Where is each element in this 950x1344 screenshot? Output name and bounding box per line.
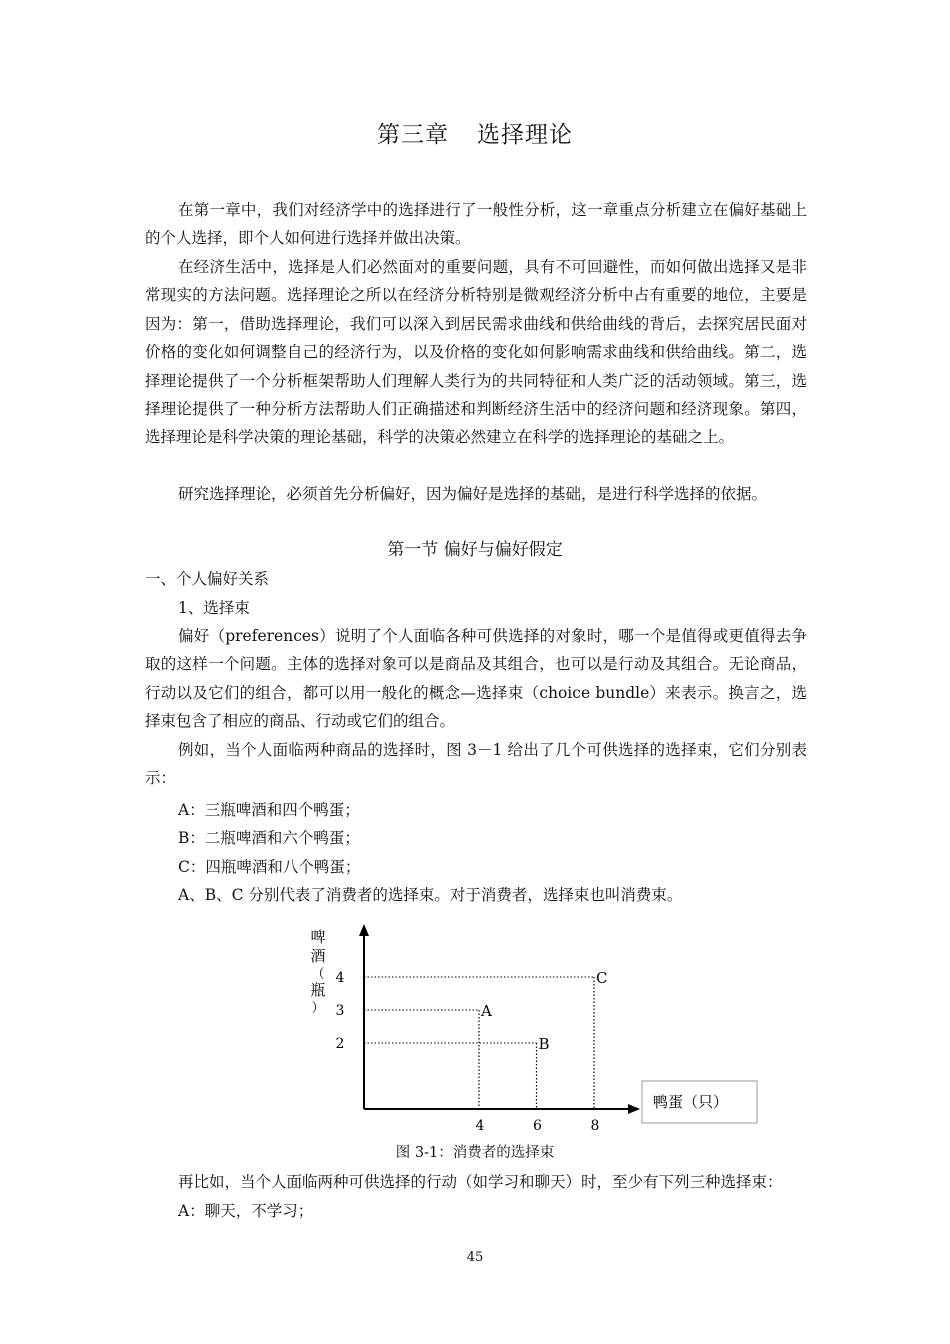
- preferences-paragraph: 偏好（preferences）说明了个人面临各种可供选择的对象时，哪一个是值得或更值得去争取的这样一个问题。主体的选择对象可以是商品及其组合，也可以是行动及其组合。无论商品，行动以及它们的组合，都可以用一般化的概念—选择束（choice bundle）来表示。换言之，选择束包含了相应的商品、行动或它们的组合。: [145, 627, 807, 731]
- bundle-a: A：三瓶啤酒和四个鸭蛋；: [178, 801, 360, 819]
- intro-paragraph-1: 在第一章中，我们对经济学中的选择进行了一般性分析，这一章重点分析建立在偏好基础上的个人选择，即个人如何进行选择并做出决策。: [145, 201, 807, 248]
- y-axis-label: [310, 928, 325, 1016]
- example-paragraph: 例如，当个人面临两种商品的选择时，图 3－1 给出了几个可供选择的选择束，它们分别表示：: [145, 741, 807, 788]
- point-label-a: A: [481, 1002, 492, 1020]
- y-tick-label: 4: [335, 970, 345, 986]
- point-label-c: C: [596, 969, 608, 987]
- x-tick-label: 4: [475, 1118, 485, 1134]
- y-axis-label-char: ）: [311, 1001, 325, 1016]
- chapter-title: [0, 116, 950, 149]
- bundle-c: C：四瓶啤酒和八个鸭蛋；: [178, 858, 361, 876]
- intro-paragraph-2: 在经济生活中，选择是人们必然面对的重要问题，具有不可回避性，而如何做出选择又是非常现实的方法问题。选择理论之所以在经济分析特别是微观经济分析中占有重要的地位，主要是因为：第一，借助选择理论，我们可以深入到居民需求曲线和供给曲线的背后，去探究居民面对价格的变化如何调整自己的经济行为，以及价格的变化如何影响需求曲线和供给曲线。第二，选择理论提供了一个分析框架帮助人们理解人类行为的共同特征和人类广泛的活动领域。第三，选择理论提供了一种分析方法帮助人们正确描述和判断经济生活中的经济问题和经济现象。第四，选择理论是科学决策的理论基础，科学的决策必然建立在科学的选择理论的基础之上。: [145, 258, 807, 447]
- y-tick-label: 2: [335, 1036, 345, 1052]
- x-tick-label: 8: [590, 1118, 600, 1134]
- y-axis-label-char: （: [311, 967, 325, 982]
- heading-level-1: 一、个人偏好关系: [145, 570, 270, 588]
- y-tick-label: 3: [335, 1003, 345, 1019]
- bundle-b: B：二瓶啤酒和六个鸭蛋；: [178, 829, 360, 847]
- heading-level-2: 1、选择束: [178, 599, 250, 617]
- chapter-number: 第三章: [377, 122, 449, 148]
- figure-3-1: [290, 920, 770, 1140]
- page-number: 45: [466, 1250, 484, 1265]
- point-label-b: B: [538, 1035, 550, 1053]
- y-axis-label-char: 啤: [310, 928, 326, 946]
- action-bundle-a: A：聊天，不学习；: [178, 1202, 314, 1220]
- y-axis-label-char: 瓶: [310, 981, 326, 999]
- chapter-name: 选择理论: [477, 122, 573, 148]
- bundle-chart: [290, 920, 770, 1140]
- section-title: 第一节 偏好与偏好假定: [387, 540, 563, 560]
- y-axis-label-char: 酒: [310, 947, 326, 965]
- actions-paragraph: 再比如，当个人面临两种可供选择的行动（如学习和聊天）时，至少有下列三种选择束：: [178, 1173, 783, 1191]
- figure-caption: 图 3-1：消费者的选择束: [395, 1145, 555, 1161]
- x-axis-label: 鸭蛋（只）: [653, 1093, 729, 1111]
- intro-paragraph-3: 研究选择理论，必须首先分析偏好，因为偏好是选择的基础，是进行科学选择的依据。: [178, 485, 768, 503]
- x-tick-label: 6: [533, 1118, 542, 1134]
- y-axis-arrow-icon: [359, 924, 369, 936]
- x-axis-arrow-icon: [628, 1104, 640, 1114]
- bundle-note: A、B、C 分别代表了消费者的选择束。对于消费者，选择束也叫消费束。: [178, 886, 683, 904]
